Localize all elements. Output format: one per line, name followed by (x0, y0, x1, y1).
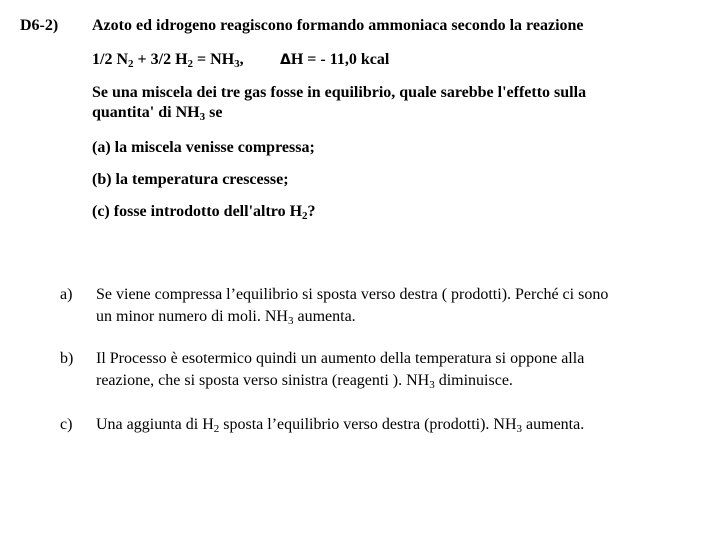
answer-a-label: a) (60, 286, 73, 303)
answer-a-line-2-end: aumenta. (293, 308, 356, 325)
answer-c-sub-1: 2 (213, 423, 220, 435)
question-intro: Azoto ed idrogeno reagiscono formando ammoniaca secondo la reazione (92, 17, 584, 34)
reaction-equation (92, 50, 244, 70)
prompt-line-1: Se una miscela dei tre gas fosse in equilibrio, quale sarebbe l'effetto sulla (92, 84, 587, 101)
reaction-term-4: , (239, 51, 244, 68)
answer-b-line-2 (96, 370, 513, 392)
question-id: D6-2) (20, 17, 59, 34)
reaction-term-3: = NH (193, 51, 235, 68)
enthalpy-value: H = - 11,0 kcal (290, 51, 390, 68)
reaction-term-2: + 3/2 H (133, 51, 188, 68)
answer-b-line-2-text: reazione, che si sposta verso sinistra (reagenti ). NH (96, 372, 430, 389)
option-c-text: (c) fosse introdotto dell'altro H (92, 203, 303, 220)
answer-c-label: c) (60, 416, 73, 433)
option-c-end: ? (307, 203, 316, 220)
answer-a-line-2-text: un minor numero di moli. NH (96, 308, 288, 325)
reaction-sub-3: 3 (234, 58, 240, 70)
prompt-line-2-end: se (205, 104, 223, 121)
prompt-line-2 (92, 103, 222, 123)
enthalpy-change (280, 50, 389, 70)
prompt-line-2-text: quantita' di NH (92, 104, 200, 121)
option-b: (b) la temperatura crescesse; (92, 171, 289, 188)
answer-b-line-2-end: diminuisce. (434, 372, 513, 389)
reaction-sub-2: 2 (187, 58, 194, 70)
answer-c-text-3: aumenta. (522, 416, 585, 433)
option-a: (a) la miscela venisse compressa; (92, 139, 315, 156)
answer-c-sub-2: 3 (516, 423, 523, 435)
answer-a-line-2 (96, 306, 356, 328)
option-c (92, 202, 316, 222)
answer-b-sub: 3 (429, 379, 435, 391)
delta-symbol: Δ (280, 52, 291, 68)
answer-c-text-2: sposta l’equilibrio verso destra (prodotti). NH (219, 416, 517, 433)
answer-c-text-1: Una aggiunta di H (96, 416, 214, 433)
answer-a-sub: 3 (287, 315, 294, 327)
answer-a-line-1: Se viene compressa l’equilibrio si sposta verso destra ( prodotti). Perché ci sono (96, 286, 609, 303)
reaction-sub-1: 2 (128, 58, 134, 70)
answer-c-line-1 (96, 414, 584, 436)
answer-b-line-1: Il Processo è esotermico quindi un aumento della temperatura si oppone alla (96, 350, 585, 367)
reaction-term-1: 1/2 N (92, 51, 128, 68)
answer-b-label: b) (60, 350, 74, 367)
prompt-line-2-sub: 3 (199, 111, 206, 123)
option-c-sub: 2 (302, 210, 308, 222)
